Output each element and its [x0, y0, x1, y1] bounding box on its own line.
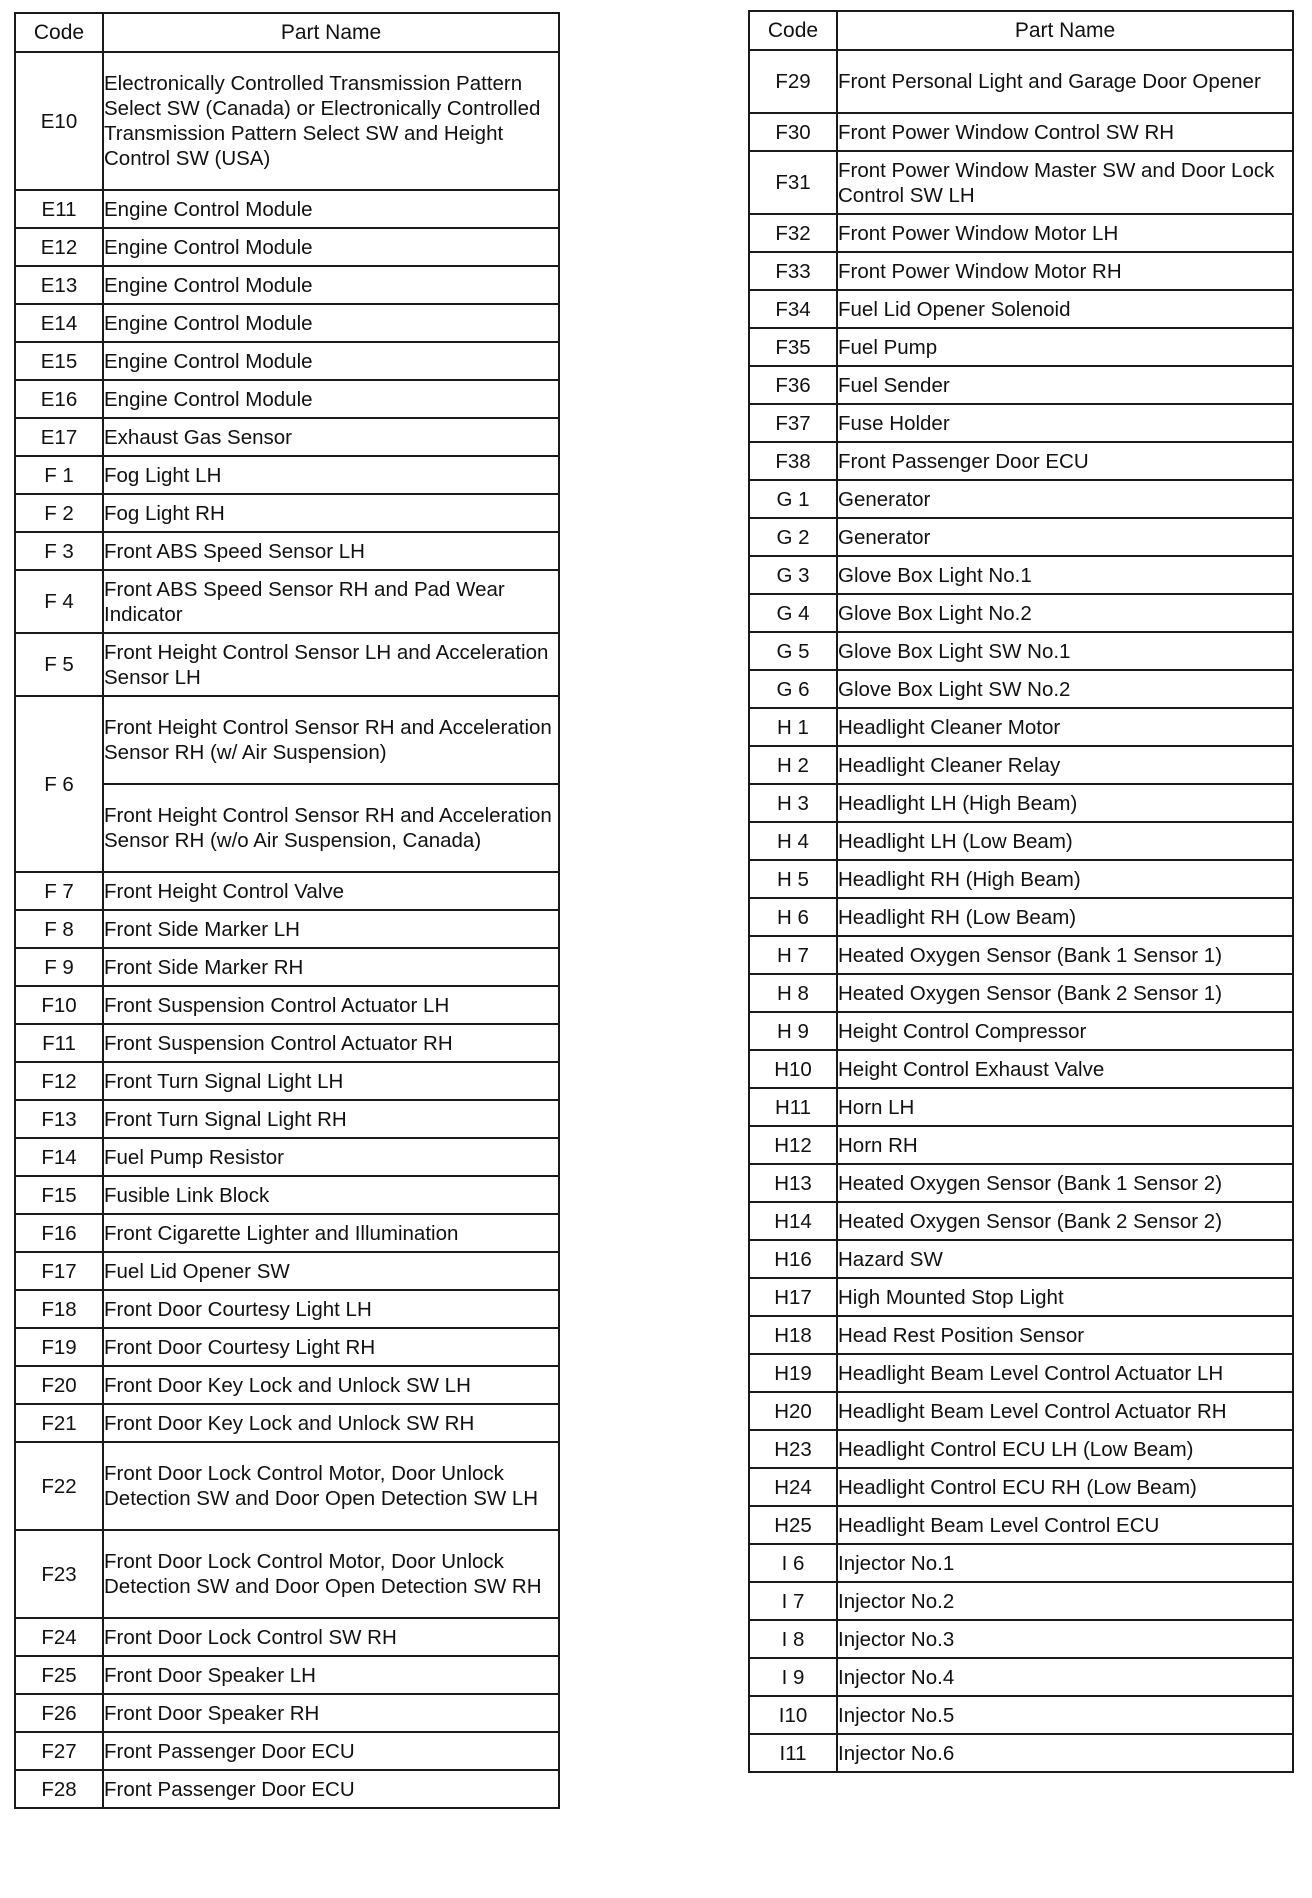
table-row — [749, 328, 1293, 366]
code-cell: I 9 — [749, 1658, 837, 1696]
table-row — [749, 50, 1293, 113]
part-name-cell: Front Door Lock Control SW RH — [103, 1618, 559, 1656]
part-name-cell: Heated Oxygen Sensor (Bank 2 Sensor 2) — [837, 1202, 1293, 1240]
part-name-cell: Engine Control Module — [103, 380, 559, 418]
code-cell: I11 — [749, 1734, 837, 1772]
part-name-cell: Generator — [837, 518, 1293, 556]
table-row — [749, 1392, 1293, 1430]
table-row — [749, 632, 1293, 670]
table-row — [15, 266, 559, 304]
part-name-cell: Front Door Courtesy Light RH — [103, 1328, 559, 1366]
part-name-cell: Front Suspension Control Actuator LH — [103, 986, 559, 1024]
code-cell: H16 — [749, 1240, 837, 1278]
part-name-cell: Front Height Control Sensor RH and Acceleration Sensor RH (w/o Air Suspension, Canada) — [103, 784, 559, 872]
table-row — [749, 113, 1293, 151]
table-row — [749, 1088, 1293, 1126]
table-row — [15, 1138, 559, 1176]
part-name-cell: Heated Oxygen Sensor (Bank 2 Sensor 1) — [837, 974, 1293, 1012]
code-cell: F33 — [749, 252, 837, 290]
part-name-cell: Fuel Sender — [837, 366, 1293, 404]
code-cell: H11 — [749, 1088, 837, 1126]
part-name-cell: Injector No.4 — [837, 1658, 1293, 1696]
table-row — [15, 1252, 559, 1290]
table-row — [749, 252, 1293, 290]
code-cell: H13 — [749, 1164, 837, 1202]
table-row — [15, 1732, 559, 1770]
part-name-cell: Headlight Beam Level Control Actuator LH — [837, 1354, 1293, 1392]
table-row — [749, 404, 1293, 442]
part-name-cell: High Mounted Stop Light — [837, 1278, 1293, 1316]
code-cell: H17 — [749, 1278, 837, 1316]
part-name-cell: Heated Oxygen Sensor (Bank 1 Sensor 1) — [837, 936, 1293, 974]
table-row — [15, 494, 559, 532]
table-row — [15, 1214, 559, 1252]
code-cell: I 8 — [749, 1620, 837, 1658]
table-row — [15, 380, 559, 418]
table-row — [749, 1240, 1293, 1278]
part-name-cell: Height Control Compressor — [837, 1012, 1293, 1050]
code-cell: E15 — [15, 342, 103, 380]
code-cell: F 8 — [15, 910, 103, 948]
part-name-cell: Hazard SW — [837, 1240, 1293, 1278]
table-row — [749, 480, 1293, 518]
part-name-cell: Front Height Control Valve — [103, 872, 559, 910]
table-row — [15, 456, 559, 494]
code-cell: F 6 — [15, 696, 103, 872]
code-cell: F13 — [15, 1100, 103, 1138]
part-name-cell: Fuel Lid Opener SW — [103, 1252, 559, 1290]
part-name-cell: Front Turn Signal Light LH — [103, 1062, 559, 1100]
part-name-cell: Generator — [837, 480, 1293, 518]
table-row — [15, 633, 559, 696]
code-cell: G 1 — [749, 480, 837, 518]
code-cell: H 5 — [749, 860, 837, 898]
part-name-cell: Front Passenger Door ECU — [103, 1770, 559, 1808]
code-cell: E13 — [15, 266, 103, 304]
part-name-cell: Engine Control Module — [103, 190, 559, 228]
table-row — [749, 1658, 1293, 1696]
code-cell: F23 — [15, 1530, 103, 1618]
part-name-cell: Fog Light LH — [103, 456, 559, 494]
table-row — [15, 1024, 559, 1062]
part-name-cell: Fuel Lid Opener Solenoid — [837, 290, 1293, 328]
table-row — [15, 228, 559, 266]
code-cell: H10 — [749, 1050, 837, 1088]
code-cell: H 9 — [749, 1012, 837, 1050]
header-row — [15, 13, 559, 52]
table-row — [15, 1442, 559, 1530]
part-name-cell: Glove Box Light SW No.1 — [837, 632, 1293, 670]
code-cell: F27 — [15, 1732, 103, 1770]
code-cell: F21 — [15, 1404, 103, 1442]
code-cell: F38 — [749, 442, 837, 480]
table-row — [749, 784, 1293, 822]
right-parts-table — [748, 10, 1294, 1773]
part-name-cell: Exhaust Gas Sensor — [103, 418, 559, 456]
table-row — [15, 986, 559, 1024]
table-row — [749, 822, 1293, 860]
code-cell: F 4 — [15, 570, 103, 633]
part-name-cell: Electronically Controlled Transmission Pattern Select SW (Canada) or Electronically Controlled Transmission Pattern Select SW and Height Control SW (USA) — [103, 52, 559, 190]
code-cell: F34 — [749, 290, 837, 328]
table-row — [749, 1012, 1293, 1050]
code-cell: F16 — [15, 1214, 103, 1252]
code-cell: F12 — [15, 1062, 103, 1100]
part-name-cell: Headlight Beam Level Control ECU — [837, 1506, 1293, 1544]
table-row — [749, 936, 1293, 974]
code-cell: H 8 — [749, 974, 837, 1012]
part-name-cell: Height Control Exhaust Valve — [837, 1050, 1293, 1088]
code-header: Code — [749, 11, 837, 50]
table-row — [749, 1582, 1293, 1620]
table-row — [749, 1696, 1293, 1734]
table-row — [15, 1530, 559, 1618]
code-cell: G 2 — [749, 518, 837, 556]
part-name-cell: Glove Box Light No.2 — [837, 594, 1293, 632]
table-row — [15, 910, 559, 948]
part-name-cell: Glove Box Light SW No.2 — [837, 670, 1293, 708]
part-name-cell: Front Height Control Sensor LH and Acceleration Sensor LH — [103, 633, 559, 696]
part-name-cell: Front Power Window Motor LH — [837, 214, 1293, 252]
part-name-cell: Headlight LH (High Beam) — [837, 784, 1293, 822]
code-cell: G 6 — [749, 670, 837, 708]
table-row — [749, 290, 1293, 328]
table-row — [15, 52, 559, 190]
code-cell: H 2 — [749, 746, 837, 784]
part-name-cell: Front ABS Speed Sensor RH and Pad Wear Indicator — [103, 570, 559, 633]
table-row — [749, 1278, 1293, 1316]
code-cell: I 6 — [749, 1544, 837, 1582]
part-name-cell: Front Turn Signal Light RH — [103, 1100, 559, 1138]
part-name-cell: Horn LH — [837, 1088, 1293, 1126]
table-row — [749, 670, 1293, 708]
table-row — [749, 214, 1293, 252]
table-row — [15, 696, 559, 784]
table-row — [15, 1656, 559, 1694]
table-row — [749, 1468, 1293, 1506]
part-name-cell: Injector No.6 — [837, 1734, 1293, 1772]
code-cell: E10 — [15, 52, 103, 190]
code-cell: H14 — [749, 1202, 837, 1240]
table-row — [749, 151, 1293, 214]
code-cell: F14 — [15, 1138, 103, 1176]
table-row — [15, 1290, 559, 1328]
code-cell: F15 — [15, 1176, 103, 1214]
table-row — [749, 1620, 1293, 1658]
table-row — [749, 708, 1293, 746]
table-row — [749, 746, 1293, 784]
table-row — [749, 556, 1293, 594]
table-row — [15, 1404, 559, 1442]
part-name-header: Part Name — [837, 11, 1293, 50]
part-name-cell: Front Door Courtesy Light LH — [103, 1290, 559, 1328]
code-cell: F 2 — [15, 494, 103, 532]
table-row — [749, 366, 1293, 404]
code-cell: H20 — [749, 1392, 837, 1430]
part-name-header: Part Name — [103, 13, 559, 52]
part-name-cell: Front Door Lock Control Motor, Door Unlock Detection SW and Door Open Detection SW LH — [103, 1442, 559, 1530]
table-row — [749, 1164, 1293, 1202]
table-row — [15, 1328, 559, 1366]
code-cell: F35 — [749, 328, 837, 366]
code-cell: E11 — [15, 190, 103, 228]
part-name-cell: Headlight Control ECU LH (Low Beam) — [837, 1430, 1293, 1468]
code-cell: F 1 — [15, 456, 103, 494]
table-row — [749, 518, 1293, 556]
part-name-cell: Front Door Key Lock and Unlock SW LH — [103, 1366, 559, 1404]
part-name-cell: Fusible Link Block — [103, 1176, 559, 1214]
code-cell: H 7 — [749, 936, 837, 974]
part-name-cell: Fuse Holder — [837, 404, 1293, 442]
table-row — [749, 974, 1293, 1012]
table-row — [15, 1694, 559, 1732]
code-cell: H24 — [749, 1468, 837, 1506]
part-name-cell: Headlight Cleaner Relay — [837, 746, 1293, 784]
code-cell: I 7 — [749, 1582, 837, 1620]
part-name-cell: Front Door Speaker LH — [103, 1656, 559, 1694]
part-name-cell: Headlight RH (High Beam) — [837, 860, 1293, 898]
table-row — [15, 570, 559, 633]
code-cell: F 7 — [15, 872, 103, 910]
part-name-cell: Engine Control Module — [103, 304, 559, 342]
part-name-cell: Front Height Control Sensor RH and Acceleration Sensor RH (w/ Air Suspension) — [103, 696, 559, 784]
part-name-cell: Injector No.3 — [837, 1620, 1293, 1658]
table-row — [15, 342, 559, 380]
left-parts-table — [14, 12, 560, 1809]
part-name-cell: Injector No.5 — [837, 1696, 1293, 1734]
part-name-cell: Front Power Window Master SW and Door Lock Control SW LH — [837, 151, 1293, 214]
code-cell: G 3 — [749, 556, 837, 594]
table-row — [749, 1316, 1293, 1354]
table-row — [15, 190, 559, 228]
code-cell: H 6 — [749, 898, 837, 936]
table-row — [749, 860, 1293, 898]
part-name-cell: Heated Oxygen Sensor (Bank 1 Sensor 2) — [837, 1164, 1293, 1202]
code-cell: F 3 — [15, 532, 103, 570]
table-row — [15, 1770, 559, 1808]
code-cell: F 9 — [15, 948, 103, 986]
code-cell: F30 — [749, 113, 837, 151]
code-cell: F26 — [15, 1694, 103, 1732]
table-row — [749, 442, 1293, 480]
table-row — [15, 1100, 559, 1138]
code-cell: F19 — [15, 1328, 103, 1366]
table-row — [15, 1618, 559, 1656]
code-cell: F28 — [15, 1770, 103, 1808]
part-name-cell: Glove Box Light No.1 — [837, 556, 1293, 594]
table-row — [749, 594, 1293, 632]
part-name-cell: Fog Light RH — [103, 494, 559, 532]
code-cell: H25 — [749, 1506, 837, 1544]
part-name-cell: Engine Control Module — [103, 266, 559, 304]
code-cell: F22 — [15, 1442, 103, 1530]
table-row — [749, 1734, 1293, 1772]
code-cell: H23 — [749, 1430, 837, 1468]
code-cell: I10 — [749, 1696, 837, 1734]
code-cell: F32 — [749, 214, 837, 252]
table-row — [749, 1354, 1293, 1392]
part-name-cell: Fuel Pump — [837, 328, 1293, 366]
code-cell: E17 — [15, 418, 103, 456]
table-row — [15, 948, 559, 986]
code-cell: H18 — [749, 1316, 837, 1354]
part-name-cell: Front Power Window Motor RH — [837, 252, 1293, 290]
code-cell: F31 — [749, 151, 837, 214]
part-name-cell: Front Personal Light and Garage Door Opener — [837, 50, 1293, 113]
code-cell: H12 — [749, 1126, 837, 1164]
table-row — [15, 532, 559, 570]
code-cell: G 5 — [749, 632, 837, 670]
part-name-cell: Head Rest Position Sensor — [837, 1316, 1293, 1354]
table-row — [749, 1202, 1293, 1240]
code-cell: F11 — [15, 1024, 103, 1062]
code-cell: H 3 — [749, 784, 837, 822]
part-name-cell: Front Cigarette Lighter and Illumination — [103, 1214, 559, 1252]
table-row — [749, 1050, 1293, 1088]
code-cell: F17 — [15, 1252, 103, 1290]
code-cell: F10 — [15, 986, 103, 1024]
part-name-cell: Headlight Cleaner Motor — [837, 708, 1293, 746]
part-name-cell: Headlight LH (Low Beam) — [837, 822, 1293, 860]
table-row — [749, 1506, 1293, 1544]
part-name-cell: Front Suspension Control Actuator RH — [103, 1024, 559, 1062]
part-name-cell: Front ABS Speed Sensor LH — [103, 532, 559, 570]
part-name-cell: Injector No.2 — [837, 1582, 1293, 1620]
code-cell: H 4 — [749, 822, 837, 860]
part-name-cell: Engine Control Module — [103, 228, 559, 266]
table-row — [749, 1544, 1293, 1582]
code-cell: F37 — [749, 404, 837, 442]
part-name-cell: Front Side Marker LH — [103, 910, 559, 948]
table-row — [15, 1062, 559, 1100]
table-row — [15, 418, 559, 456]
table-row — [749, 898, 1293, 936]
part-name-cell: Headlight Beam Level Control Actuator RH — [837, 1392, 1293, 1430]
table-row — [749, 1430, 1293, 1468]
header-row — [749, 11, 1293, 50]
code-cell: F20 — [15, 1366, 103, 1404]
code-cell: F29 — [749, 50, 837, 113]
code-cell: F 5 — [15, 633, 103, 696]
table-row — [749, 1126, 1293, 1164]
code-cell: F18 — [15, 1290, 103, 1328]
part-name-cell: Engine Control Module — [103, 342, 559, 380]
code-cell: F36 — [749, 366, 837, 404]
code-cell: G 4 — [749, 594, 837, 632]
part-name-cell: Front Passenger Door ECU — [837, 442, 1293, 480]
table-row — [15, 1176, 559, 1214]
part-name-cell: Headlight RH (Low Beam) — [837, 898, 1293, 936]
code-cell: E16 — [15, 380, 103, 418]
code-cell: F24 — [15, 1618, 103, 1656]
part-name-cell: Headlight Control ECU RH (Low Beam) — [837, 1468, 1293, 1506]
code-cell: H19 — [749, 1354, 837, 1392]
table-row — [15, 304, 559, 342]
code-cell: F25 — [15, 1656, 103, 1694]
code-header: Code — [15, 13, 103, 52]
part-name-cell: Front Door Lock Control Motor, Door Unlock Detection SW and Door Open Detection SW RH — [103, 1530, 559, 1618]
code-cell: E14 — [15, 304, 103, 342]
part-name-cell: Horn RH — [837, 1126, 1293, 1164]
part-name-cell: Front Door Key Lock and Unlock SW RH — [103, 1404, 559, 1442]
part-name-cell: Fuel Pump Resistor — [103, 1138, 559, 1176]
table-row — [15, 1366, 559, 1404]
table-row — [15, 872, 559, 910]
part-name-cell: Front Power Window Control SW RH — [837, 113, 1293, 151]
part-name-cell: Front Door Speaker RH — [103, 1694, 559, 1732]
code-cell: E12 — [15, 228, 103, 266]
part-name-cell: Injector No.1 — [837, 1544, 1293, 1582]
part-name-cell: Front Passenger Door ECU — [103, 1732, 559, 1770]
part-name-cell: Front Side Marker RH — [103, 948, 559, 986]
code-cell: H 1 — [749, 708, 837, 746]
